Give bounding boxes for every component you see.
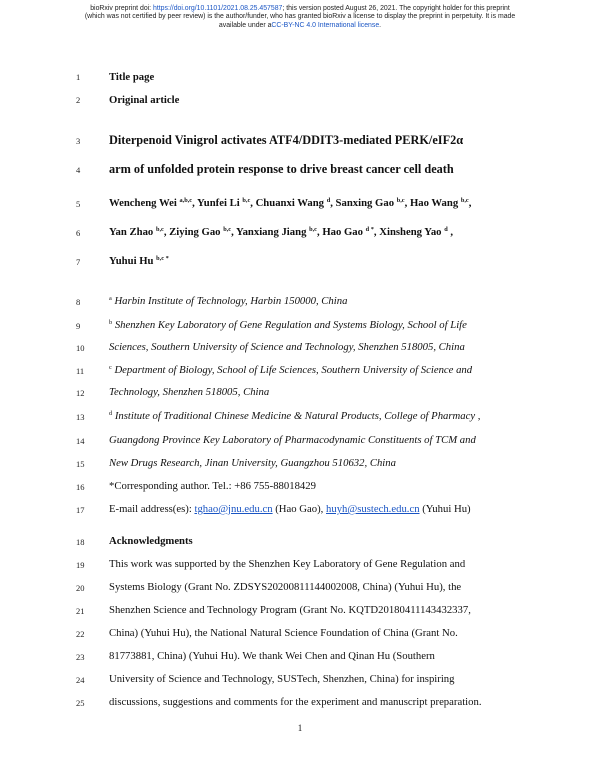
article-title-line-1: Diterpenoid Vinigrol activates ATF4/DDIT3-mediated PERK/eIF2α <box>109 133 464 147</box>
email-link-hao-gao[interactable]: tghao@jnu.edu.cn <box>194 503 273 515</box>
line-number: 6 <box>76 228 81 238</box>
author-line-2: Yan Zhao $^{b,c}$, Ziying Gao $^{b,c}$, Yanxiang Jiang $^{b,c}$, Hao Gao $^{d *}$, Xinsheng Yao $^d$ , <box>109 226 454 238</box>
line-number: 19 <box>76 560 85 570</box>
affiliation-a: $^a$ Harbin Institute of Technology, Harbin 150000, China <box>109 295 348 307</box>
email-line: E-mail address(es): tghao@jnu.edu.cn (Hao Gao), huyh@sustech.edu.cn (Yuhui Hu) <box>109 503 471 515</box>
ack-line: This work was supported by the Shenzhen Key Laboratory of Gene Regulation and <box>109 558 466 570</box>
line-number: 21 <box>76 606 85 616</box>
author-affil: b,c <box>242 197 251 204</box>
line-number: 20 <box>76 583 85 593</box>
author-affil: b,c <box>396 197 405 204</box>
author-affil: b,c <box>155 226 164 233</box>
author-name: Yan Zhao <box>109 226 154 238</box>
line-number: 2 <box>76 95 81 105</box>
line-number: 16 <box>76 482 85 492</box>
author-affil: a,b,c <box>179 197 193 204</box>
author-affil: d <box>444 226 448 233</box>
author-name: Yuhui Hu <box>109 255 154 267</box>
affiliation-d-line-3: New Drugs Research, Jinan University, Guangzhou 510632, China <box>109 457 396 469</box>
ack-line: 81773881, China) (Yuhui Hu). We thank Wei Chen and Qinan Hu (Southern <box>109 650 435 662</box>
author-affil: b,c <box>223 226 232 233</box>
author-line-1: Wencheng Wei $^{a,b,c}$, Yunfei Li $^{b,c}$, Chuanxi Wang $^d$, Sanxing Gao $^{b,c}$, Hao Wang $^{b,c}$, <box>109 197 472 209</box>
email-link-yuhui-hu[interactable]: huyh@sustech.edu.cn <box>326 503 420 515</box>
header-line-2: (which was not certified by peer review) is the author/funder, who has granted bioRxiv a license to display the preprint in perpetuity. It is made <box>84 13 516 21</box>
author-name: Hao Wang <box>409 197 459 209</box>
license-link[interactable]: CC-BY-NC 4.0 International license <box>271 21 380 29</box>
affiliation-c-line-1: $^c$ Department of Biology, School of Life Sciences, Southern University of Science and <box>109 364 473 376</box>
affiliation-c-line-2: Technology, Shenzhen 518005, China <box>109 386 270 398</box>
author-affil: d <box>326 197 331 204</box>
affiliation-b-line-1: $^b$ Shenzhen Key Laboratory of Gene Regulation and Systems Biology, School of Life <box>109 319 467 331</box>
line-number: 17 <box>76 505 85 515</box>
header-line-1: bioRxiv preprint doi: https://doi.org/10.1101/2021.08.25.457587; this version posted August 26, 2021. The copyright holder for this preprint <box>90 5 510 12</box>
line-number: 11 <box>76 366 85 376</box>
author-affil: d * <box>365 226 374 233</box>
author-affil: b,c <box>309 226 317 233</box>
author-name: Xinsheng Yao <box>379 226 442 238</box>
author-name: Wencheng Wei <box>109 197 177 209</box>
line-number: 14 <box>76 436 85 446</box>
article-type: Original article <box>109 94 180 106</box>
ack-line: Systems Biology (Grant No. ZDSYS20200811144002008, China) (Yuhui Hu), the <box>109 581 462 593</box>
affiliation-b-line-2: Sciences, Southern University of Science and Technology, Shenzhen 518005, China <box>109 341 465 353</box>
author-name: Hao Gao <box>322 226 363 238</box>
author-name: Chuanxi Wang <box>255 197 325 209</box>
author-affil: b,c * <box>156 255 169 262</box>
line-number: 15 <box>76 459 85 469</box>
line-number: 10 <box>76 343 85 353</box>
line-number: 23 <box>76 652 85 662</box>
author-name: Sanxing Gao <box>335 197 395 209</box>
header-line-3: available under aCC-BY-NC 4.0 International license. <box>218 21 382 29</box>
line-number: 7 <box>76 257 81 267</box>
author-name: Ziying Gao <box>169 226 221 238</box>
line-number: 18 <box>76 537 85 547</box>
author-affil: b,c <box>460 197 469 204</box>
line-number: 22 <box>76 629 85 639</box>
line-number: 5 <box>76 199 81 209</box>
page-number: 1 <box>297 723 303 733</box>
ack-line: discussions, suggestions and comments for the experiment and manuscript preparation. <box>109 696 482 708</box>
doi-link[interactable]: https://doi.org/10.1101/2021.08.25.457587 <box>153 5 283 12</box>
line-number: 9 <box>76 321 81 331</box>
corresponding-author: *Corresponding author. Tel.: +86 755-88018429 <box>109 480 316 492</box>
line-number: 12 <box>76 388 85 398</box>
author-name: Yanxiang Jiang <box>236 226 307 238</box>
affiliation-d-line-2: Guangdong Province Key Laboratory of Pharmacodynamic Constituents of TCM and <box>109 434 476 446</box>
acknowledgments-heading: Acknowledgments <box>109 535 193 547</box>
line-number: 25 <box>76 698 85 708</box>
ack-line: Shenzhen Science and Technology Program (Grant No. KQTD20180411143432337, <box>109 604 471 616</box>
affiliation-d-line-1: $^d$ Institute of Traditional Chinese Medicine & Natural Products, College of Pharmacy , <box>109 410 481 422</box>
line-number: 3 <box>76 136 81 146</box>
article-title-line-2: arm of unfolded protein response to drive breast cancer cell death <box>109 162 454 176</box>
line-number: 4 <box>76 165 81 175</box>
ack-line: University of Science and Technology, SUSTech, Shenzhen, China) for inspiring <box>109 673 455 685</box>
line-number: 1 <box>76 72 81 82</box>
line-number: 24 <box>76 675 85 685</box>
title-page-label: Title page <box>109 71 155 83</box>
author-name: Yunfei Li <box>197 197 240 209</box>
ack-line: China) (Yuhui Hu), the National Natural Science Foundation of China (Grant No. <box>109 627 458 639</box>
author-line-3 <box>109 255 509 267</box>
line-number: 8 <box>76 297 81 307</box>
preprint-header <box>0 5 600 30</box>
line-number: 13 <box>76 412 85 422</box>
